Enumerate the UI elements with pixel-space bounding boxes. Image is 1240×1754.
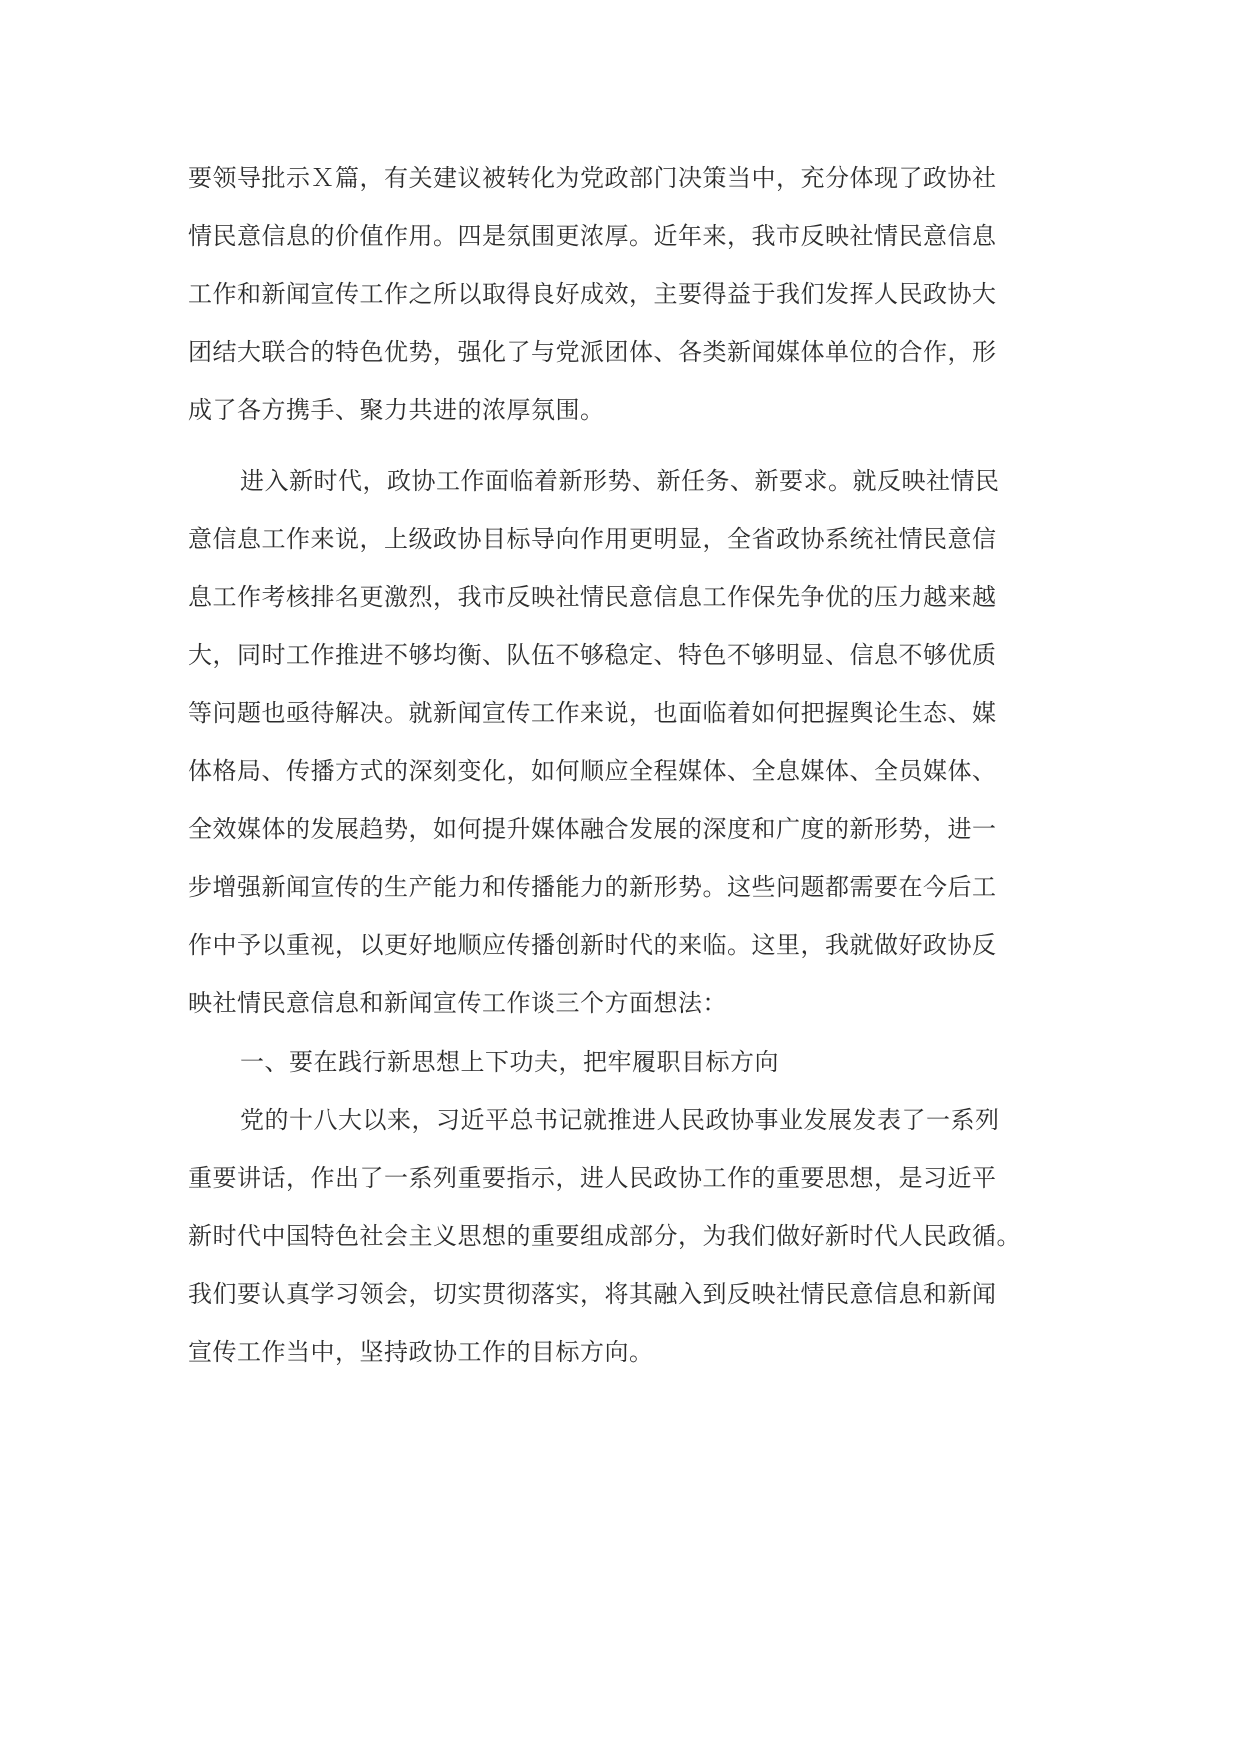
paragraph-1-line-4: 团结大联合的特色优势，强化了与党派团体、各类新闻媒体单位的合作，形: [188, 338, 997, 366]
paragraph-2-line-2: 意信息工作来说，上级政协目标导向作用更明显，全省政协系统社情民意信: [188, 525, 997, 553]
paragraph-2-line-3: 息工作考核排名更激烈，我市反映社情民意信息工作保先争优的压力越来越: [188, 583, 997, 611]
paragraph-2-line-10: 映社情民意信息和新闻宣传工作谈三个方面想法：: [188, 989, 727, 1017]
paragraph-2-line-1: 进入新时代，政协工作面临着新形势、新任务、新要求。就反映社情民: [240, 467, 1000, 495]
paragraph-2-line-9: 作中予以重视，以更好地顺应传播创新时代的来临。这里，我就做好政协反: [188, 931, 997, 959]
paragraph-1-line-5: 成了各方携手、聚力共进的浓厚氛围。: [188, 396, 605, 424]
paragraph-3-line-1: 党的十八大以来，习近平总书记就推进人民政协事业发展发表了一系列: [240, 1106, 1000, 1134]
paragraph-2-line-4: 大，同时工作推进不够均衡、队伍不够稳定、特色不够明显、信息不够优质: [188, 641, 997, 669]
paragraph-2-line-6: 体格局、传播方式的深刻变化，如何顺应全程媒体、全息媒体、全员媒体、: [188, 757, 997, 785]
paragraph-2-line-8: 步增强新闻宣传的生产能力和传播能力的新形势。这些问题都需要在今后工: [188, 873, 997, 901]
paragraph-2-line-7: 全效媒体的发展趋势，如何提升媒体融合发展的深度和广度的新形势，进一: [188, 815, 997, 843]
section-heading-1: 一、要在践行新思想上下功夫，把牢履职目标方向: [240, 1048, 779, 1076]
paragraph-1-line-1: 要领导批示Ｘ篇，有关建议被转化为党政部门决策当中，充分体现了政协社: [188, 164, 997, 192]
paragraph-3-line-2: 重要讲话，作出了一系列重要指示，进人民政协工作的重要思想，是习近平: [188, 1164, 997, 1192]
paragraph-3-line-3: 新时代中国特色社会主义思想的重要组成部分，为我们做好新时代人民政循。: [188, 1222, 1021, 1250]
paragraph-2-line-5: 等问题也亟待解决。就新闻宣传工作来说，也面临着如何把握舆论生态、媒: [188, 699, 997, 727]
paragraph-3-line-4: 我们要认真学习领会，切实贯彻落实，将其融入到反映社情民意信息和新闻: [188, 1280, 997, 1308]
paragraph-3-line-5: 宣传工作当中，坚持政协工作的目标方向。: [188, 1338, 654, 1366]
paragraph-1-line-3: 工作和新闻宣传工作之所以取得良好成效，主要得益于我们发挥人民政协大: [188, 280, 997, 308]
paragraph-1-line-2: 情民意信息的价值作用。四是氛围更浓厚。近年来，我市反映社情民意信息: [188, 222, 997, 250]
